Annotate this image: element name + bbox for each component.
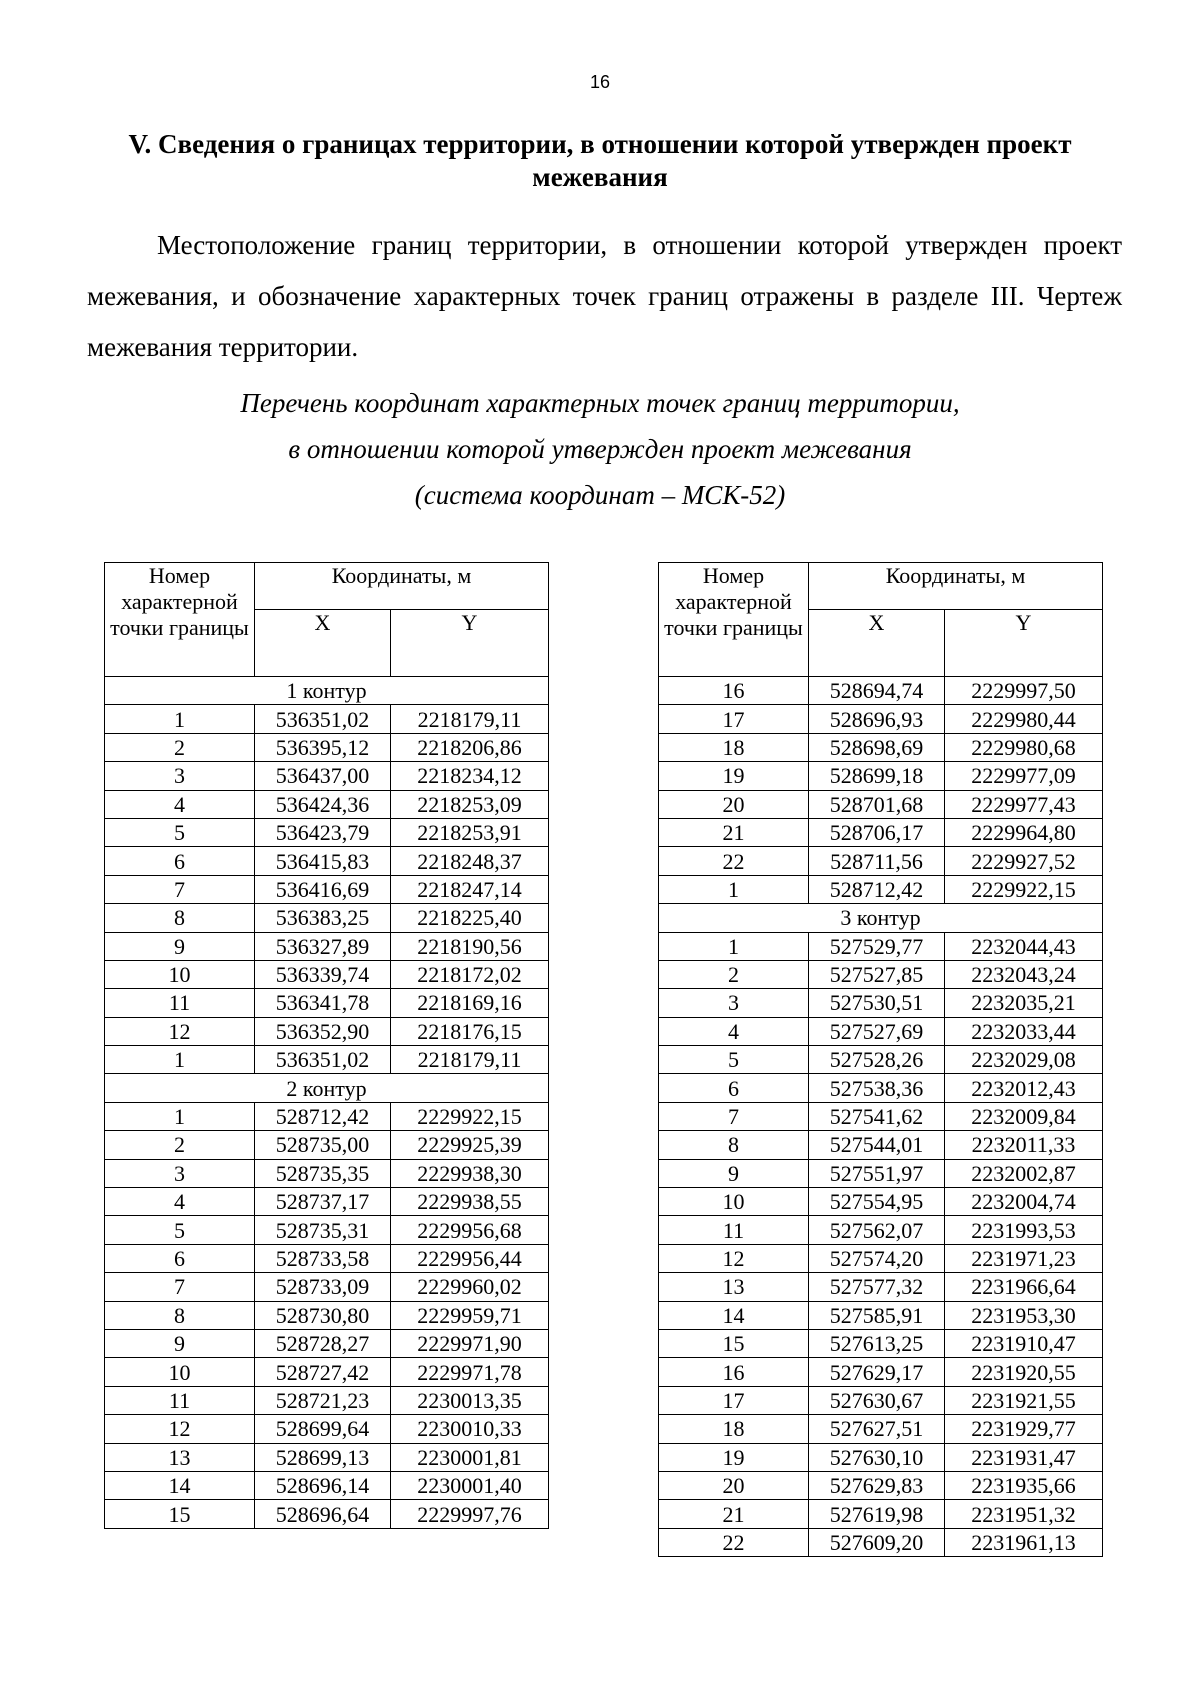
header-coordinates: Координаты, м [255,563,549,610]
point-number-cell: 17 [659,1386,809,1414]
table-row [105,847,549,875]
x-coordinate-cell: 536352,90 [255,1017,391,1045]
x-coordinate-cell: 528706,17 [809,818,945,846]
y-coordinate-cell: 2231931,47 [945,1443,1103,1471]
x-coordinate-cell: 536341,78 [255,989,391,1017]
point-number-cell: 12 [659,1244,809,1272]
table-row [659,1159,1103,1187]
x-coordinate-cell: 536383,25 [255,904,391,932]
header-y: Y [391,610,549,677]
y-coordinate-cell: 2229977,09 [945,762,1103,790]
x-coordinate-cell: 527554,95 [809,1188,945,1216]
point-number-cell: 6 [105,847,255,875]
header-y: Y [945,610,1103,677]
table-row [105,1386,549,1414]
point-number-cell: 14 [105,1471,255,1499]
body-paragraph: Местоположение границ территории, в отношении которой утвержден проект межевания, и обозначение характерных точек границ отражены в разделе III. Чертеж межевания территории. [87,230,1122,362]
table-row [105,1046,549,1074]
right-table-body [659,677,1103,1557]
y-coordinate-cell: 2229956,44 [391,1244,549,1272]
header-x: X [255,610,391,677]
table-row [105,1273,549,1301]
point-number-cell: 8 [105,904,255,932]
point-number-cell: 2 [105,1131,255,1159]
x-coordinate-cell: 527613,25 [809,1329,945,1357]
y-coordinate-cell: 2229980,68 [945,733,1103,761]
table-row [105,818,549,846]
x-coordinate-cell: 536424,36 [255,790,391,818]
table-row [105,1471,549,1499]
table-row [659,1386,1103,1414]
y-coordinate-cell: 2229977,43 [945,790,1103,818]
point-number-cell: 16 [659,1358,809,1386]
y-coordinate-cell: 2232012,43 [945,1074,1103,1102]
y-coordinate-cell: 2229959,71 [391,1301,549,1329]
y-coordinate-cell: 2229922,15 [391,1102,549,1130]
y-coordinate-cell: 2229956,68 [391,1216,549,1244]
y-coordinate-cell: 2231935,66 [945,1471,1103,1499]
point-number-cell: 1 [105,1102,255,1130]
table-row [659,1017,1103,1045]
y-coordinate-cell: 2229927,52 [945,847,1103,875]
x-coordinate-cell: 527629,17 [809,1358,945,1386]
table-row [659,847,1103,875]
page-number: 16 [589,72,611,92]
x-coordinate-cell: 536351,02 [255,1046,391,1074]
contour-label: 2 контур [105,1074,549,1102]
table-row [105,932,549,960]
table-row [105,1159,549,1187]
point-number-cell: 2 [105,733,255,761]
y-coordinate-cell: 2232044,43 [945,932,1103,960]
table-row [105,1188,549,1216]
y-coordinate-cell: 2229922,15 [945,875,1103,903]
x-coordinate-cell: 527538,36 [809,1074,945,1102]
point-number-cell: 22 [659,847,809,875]
x-coordinate-cell: 536395,12 [255,733,391,761]
y-coordinate-cell: 2218248,37 [391,847,549,875]
header-coordinates: Координаты, м [809,563,1103,610]
table-row [659,960,1103,988]
point-number-cell: 15 [105,1500,255,1528]
x-coordinate-cell: 527629,83 [809,1471,945,1499]
point-number-cell: 10 [105,960,255,988]
table-row [659,1301,1103,1329]
y-coordinate-cell: 2218225,40 [391,904,549,932]
y-coordinate-cell: 2218169,16 [391,989,549,1017]
caption-line3: (система координат – МСК-52) [414,480,786,510]
x-coordinate-cell: 536415,83 [255,847,391,875]
point-number-cell: 18 [659,1415,809,1443]
table-row [659,762,1103,790]
y-coordinate-cell: 2231921,55 [945,1386,1103,1414]
table-row [105,1358,549,1386]
table-row [659,1471,1103,1499]
point-number-cell: 9 [659,1159,809,1187]
x-coordinate-cell: 528735,31 [255,1216,391,1244]
y-coordinate-cell: 2218179,11 [391,1046,549,1074]
x-coordinate-cell: 527529,77 [809,932,945,960]
y-coordinate-cell: 2231920,55 [945,1358,1103,1386]
table-row [659,1216,1103,1244]
point-number-cell: 11 [105,989,255,1017]
x-coordinate-cell: 528721,23 [255,1386,391,1414]
y-coordinate-cell: 2229964,80 [945,818,1103,846]
y-coordinate-cell: 2218247,14 [391,875,549,903]
caption-line1: Перечень координат характерных точек границ территории, [240,388,960,418]
point-number-cell: 18 [659,733,809,761]
y-coordinate-cell: 2218179,11 [391,705,549,733]
y-coordinate-cell: 2229997,76 [391,1500,549,1528]
table-row [105,875,549,903]
y-coordinate-cell: 2232004,74 [945,1188,1103,1216]
point-number-cell: 17 [659,705,809,733]
table-row [659,1046,1103,1074]
x-coordinate-cell: 536339,74 [255,960,391,988]
point-number-cell: 3 [105,762,255,790]
table-row [659,989,1103,1017]
x-coordinate-cell: 527609,20 [809,1528,945,1556]
caption-line2: в отношении которой утвержден проект межевания [288,434,912,464]
y-coordinate-cell: 2231993,53 [945,1216,1103,1244]
x-coordinate-cell: 528733,09 [255,1273,391,1301]
table-row [659,1443,1103,1471]
x-coordinate-cell: 527528,26 [809,1046,945,1074]
x-coordinate-cell: 528696,64 [255,1500,391,1528]
contour-label: 3 контур [659,904,1103,932]
point-number-cell: 8 [105,1301,255,1329]
point-number-cell: 11 [659,1216,809,1244]
y-coordinate-cell: 2231966,64 [945,1273,1103,1301]
table-row [659,790,1103,818]
table-row [105,1017,549,1045]
table-row [659,705,1103,733]
point-number-cell: 4 [105,790,255,818]
contour-row [105,677,549,705]
y-coordinate-cell: 2231929,77 [945,1415,1103,1443]
x-coordinate-cell: 528712,42 [809,875,945,903]
table-row [659,1329,1103,1357]
x-coordinate-cell: 536327,89 [255,932,391,960]
x-coordinate-cell: 527619,98 [809,1500,945,1528]
point-number-cell: 19 [659,1443,809,1471]
point-number-cell: 7 [105,875,255,903]
x-coordinate-cell: 528694,74 [809,677,945,705]
x-coordinate-cell: 528698,69 [809,733,945,761]
y-coordinate-cell: 2231953,30 [945,1301,1103,1329]
x-coordinate-cell: 527551,97 [809,1159,945,1187]
y-coordinate-cell: 2232002,87 [945,1159,1103,1187]
x-coordinate-cell: 528699,18 [809,762,945,790]
x-coordinate-cell: 527541,62 [809,1102,945,1130]
y-coordinate-cell: 2218206,86 [391,733,549,761]
table-row [105,1443,549,1471]
y-coordinate-cell: 2230001,40 [391,1471,549,1499]
table-row [105,1244,549,1272]
x-coordinate-cell: 536437,00 [255,762,391,790]
x-coordinate-cell: 527627,51 [809,1415,945,1443]
point-number-cell: 20 [659,1471,809,1499]
x-coordinate-cell: 536416,69 [255,875,391,903]
table-row [659,1102,1103,1130]
point-number-cell: 1 [105,1046,255,1074]
table-row [105,790,549,818]
y-coordinate-cell: 2218234,12 [391,762,549,790]
x-coordinate-cell: 528699,13 [255,1443,391,1471]
y-coordinate-cell: 2231971,23 [945,1244,1103,1272]
point-number-cell: 19 [659,762,809,790]
section-heading [80,128,1120,194]
y-coordinate-cell: 2229997,50 [945,677,1103,705]
table-row [105,960,549,988]
y-coordinate-cell: 2232035,21 [945,989,1103,1017]
x-coordinate-cell: 527544,01 [809,1131,945,1159]
x-coordinate-cell: 527574,20 [809,1244,945,1272]
table-row [659,1528,1103,1556]
table-row [659,875,1103,903]
point-number-cell: 13 [105,1443,255,1471]
table-row [105,705,549,733]
y-coordinate-cell: 2229971,78 [391,1358,549,1386]
point-number-cell: 3 [105,1159,255,1187]
y-coordinate-cell: 2229980,44 [945,705,1103,733]
table-row [659,1273,1103,1301]
contour-label: 1 контур [105,677,549,705]
point-number-cell: 5 [105,1216,255,1244]
x-coordinate-cell: 528728,27 [255,1329,391,1357]
y-coordinate-cell: 2230013,35 [391,1386,549,1414]
y-coordinate-cell: 2230010,33 [391,1415,549,1443]
point-number-cell: 1 [659,932,809,960]
y-coordinate-cell: 2231951,32 [945,1500,1103,1528]
y-coordinate-cell: 2218190,56 [391,932,549,960]
table-row [659,1244,1103,1272]
table-row [105,733,549,761]
x-coordinate-cell: 528727,42 [255,1358,391,1386]
point-number-cell: 7 [105,1273,255,1301]
point-number-cell: 10 [659,1188,809,1216]
x-coordinate-cell: 527562,07 [809,1216,945,1244]
x-coordinate-cell: 527585,91 [809,1301,945,1329]
x-coordinate-cell: 528737,17 [255,1188,391,1216]
left-table-body [105,677,549,1529]
point-number-cell: 1 [105,705,255,733]
point-number-cell: 12 [105,1017,255,1045]
y-coordinate-cell: 2229938,30 [391,1159,549,1187]
x-coordinate-cell: 528730,80 [255,1301,391,1329]
table-row [105,1131,549,1159]
y-coordinate-cell: 2229925,39 [391,1131,549,1159]
point-number-cell: 12 [105,1415,255,1443]
y-coordinate-cell: 2232043,24 [945,960,1103,988]
x-coordinate-cell: 527577,32 [809,1273,945,1301]
point-number-cell: 5 [659,1046,809,1074]
y-coordinate-cell: 2218253,91 [391,818,549,846]
contour-row [105,1074,549,1102]
table-row [105,1216,549,1244]
x-coordinate-cell: 528696,93 [809,705,945,733]
table-row [105,989,549,1017]
y-coordinate-cell: 2232033,44 [945,1017,1103,1045]
table-row [105,1415,549,1443]
table-row [659,1415,1103,1443]
point-number-cell: 9 [105,932,255,960]
y-coordinate-cell: 2218253,09 [391,790,549,818]
point-number-cell: 2 [659,960,809,988]
x-coordinate-cell: 528711,56 [809,847,945,875]
table-row [105,904,549,932]
y-coordinate-cell: 2229938,55 [391,1188,549,1216]
y-coordinate-cell: 2230001,81 [391,1443,549,1471]
point-number-cell: 9 [105,1329,255,1357]
table-row [659,1188,1103,1216]
point-number-cell: 10 [105,1358,255,1386]
point-number-cell: 14 [659,1301,809,1329]
table-row [105,1500,549,1528]
table-row [105,1102,549,1130]
x-coordinate-cell: 527630,67 [809,1386,945,1414]
table-row [659,1074,1103,1102]
x-coordinate-cell: 528735,35 [255,1159,391,1187]
y-coordinate-cell: 2218176,15 [391,1017,549,1045]
y-coordinate-cell: 2231910,47 [945,1329,1103,1357]
point-number-cell: 20 [659,790,809,818]
point-number-cell: 16 [659,677,809,705]
point-number-cell: 8 [659,1131,809,1159]
coordinates-table-left [104,562,549,1529]
y-coordinate-cell: 2218172,02 [391,960,549,988]
x-coordinate-cell: 527630,10 [809,1443,945,1471]
table-row [659,1131,1103,1159]
point-number-cell: 21 [659,1500,809,1528]
point-number-cell: 3 [659,989,809,1017]
table-row [105,1329,549,1357]
contour-row [659,904,1103,932]
table-row [659,1500,1103,1528]
point-number-cell: 13 [659,1273,809,1301]
table-row [659,818,1103,846]
point-number-cell: 15 [659,1329,809,1357]
x-coordinate-cell: 528696,14 [255,1471,391,1499]
point-number-cell: 7 [659,1102,809,1130]
table-row [659,677,1103,705]
x-coordinate-cell: 528712,42 [255,1102,391,1130]
x-coordinate-cell: 528701,68 [809,790,945,818]
x-coordinate-cell: 536351,02 [255,705,391,733]
point-number-cell: 11 [105,1386,255,1414]
table-row [105,1301,549,1329]
header-point-number: Номер характерной точки границы [659,563,809,677]
point-number-cell: 4 [659,1017,809,1045]
table-row [659,1358,1103,1386]
y-coordinate-cell: 2229971,90 [391,1329,549,1357]
point-number-cell: 1 [659,875,809,903]
table-caption [0,380,1200,518]
header-x: X [809,610,945,677]
y-coordinate-cell: 2232009,84 [945,1102,1103,1130]
section-heading-line2: межевания [532,162,668,192]
x-coordinate-cell: 527527,69 [809,1017,945,1045]
table-row [659,733,1103,761]
coordinates-table-right [658,562,1103,1557]
y-coordinate-cell: 2232029,08 [945,1046,1103,1074]
section-heading-line1: V. Сведения о границах территории, в отношении которой утвержден проект [128,129,1072,159]
x-coordinate-cell: 536423,79 [255,818,391,846]
x-coordinate-cell: 528733,58 [255,1244,391,1272]
y-coordinate-cell: 2231961,13 [945,1528,1103,1556]
y-coordinate-cell: 2232011,33 [945,1131,1103,1159]
x-coordinate-cell: 527530,51 [809,989,945,1017]
x-coordinate-cell: 528699,64 [255,1415,391,1443]
point-number-cell: 21 [659,818,809,846]
point-number-cell: 5 [105,818,255,846]
point-number-cell: 4 [105,1188,255,1216]
x-coordinate-cell: 527527,85 [809,960,945,988]
point-number-cell: 6 [105,1244,255,1272]
y-coordinate-cell: 2229960,02 [391,1273,549,1301]
x-coordinate-cell: 528735,00 [255,1131,391,1159]
table-row [105,762,549,790]
table-row [659,932,1103,960]
point-number-cell: 22 [659,1528,809,1556]
header-point-number: Номер характерной точки границы [105,563,255,677]
point-number-cell: 6 [659,1074,809,1102]
